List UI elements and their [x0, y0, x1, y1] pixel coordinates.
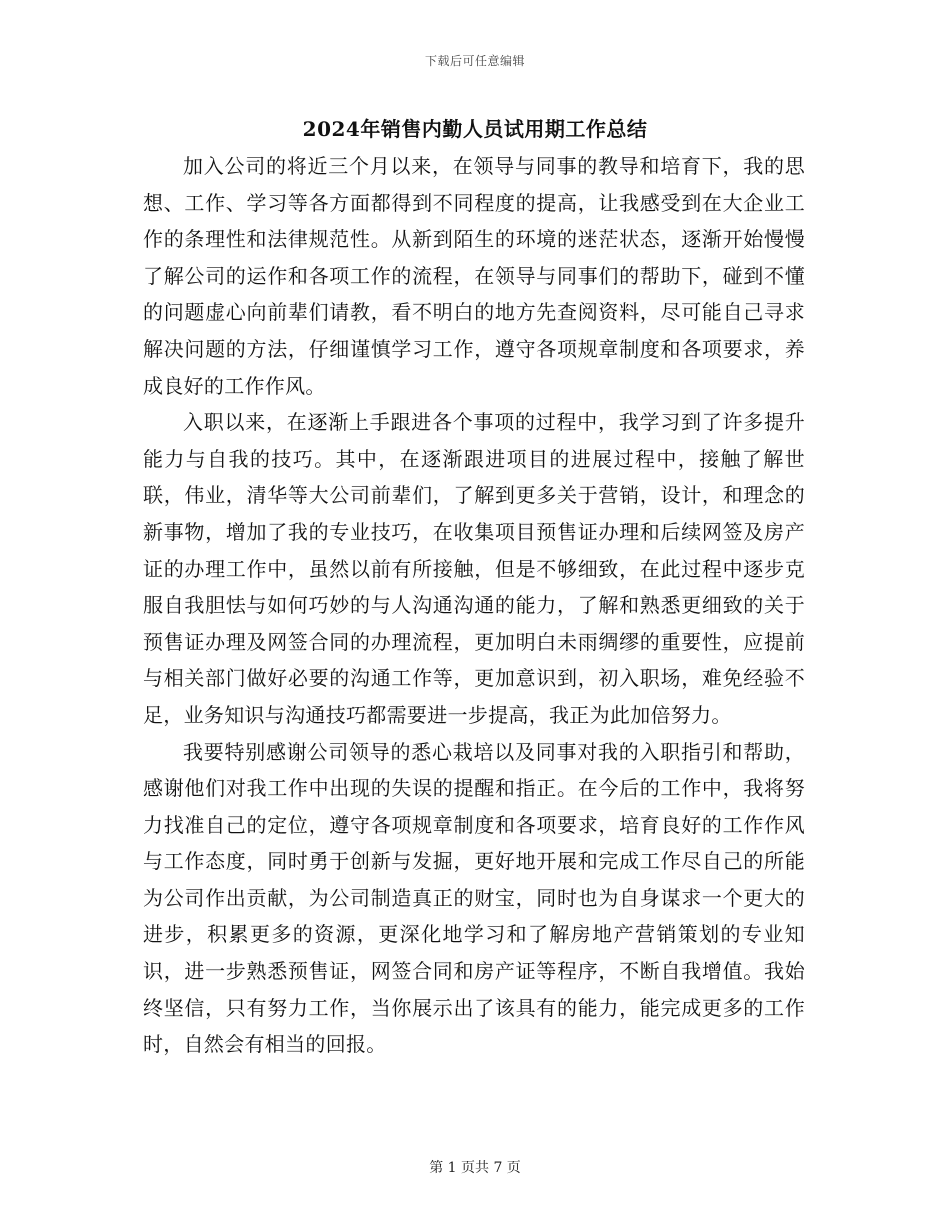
header-note: 下载后可任意编辑	[424, 54, 525, 68]
document-body	[143, 148, 805, 1063]
paragraph-3: 我要特别感谢公司领导的悉心栽培以及同事对我的入职指引和帮助，感谢他们对我工作中出现的失误的提醒和指正。在今后的工作中，我将努力找准自己的定位，遵守各项规章制度和各项要求，培育良好的工作作风与工作态度，同时勇于创新与发掘，更好地开展和完成工作尽自己的所能为公司作出贡献，为公司制造真正的财宝，同时也为自身谋求一个更大的进步，积累更多的资源，更深化地学习和了解房地产营销策划的专业知识，进一步熟悉预售证，网签合同和房产证等程序，不断自我增值。我始终坚信，只有努力工作，当你展示出了该具有的能力，能完成更多的工作时，自然会有相当的回报。	[143, 739, 805, 1057]
page-number: 第 1 页共 7 页	[429, 1160, 521, 1176]
paragraph-2: 入职以来，在逐渐上手跟进各个事项的过程中，我学习到了许多提升能力与自我的技巧。其中，在逐渐跟进项目的进展过程中，接触了解世联，伟业，清华等大公司前辈们，了解到更多关于营销，设计，和理念的新事物，增加了我的专业技巧，在收集项目预售证办理和后续网签及房产证的办理工作中，虽然以前有所接触，但是不够细致，在此过程中逐步克服自我胆怯与如何巧妙的与人沟通沟通的能力，了解和熟悉更细致的关于预售证办理及网签合同的办理流程，更加明白未雨绸缪的重要性，应提前与相关部门做好必要的沟通工作等，更加意识到，初入职场，难免经验不足，业务知识与沟通技巧都需要进一步提高，我正为此加倍努力。	[143, 410, 805, 727]
document-title: 2024年销售内勤人员试用期工作总结	[302, 117, 648, 141]
paragraph-1: 加入公司的将近三个月以来，在领导与同事的教导和培育下，我的思想、工作、学习等各方面都得到不同程度的提高，让我感受到在大企业工作的条理性和法律规范性。从新到陌生的环境的迷茫状态，逐渐开始慢慢了解公司的运作和各项工作的流程，在领导与同事们的帮助下，碰到不懂的问题虚心向前辈们请教，看不明白的地方先查阅资料，尽可能自己寻求解决问题的方法，仔细谨慎学习工作，遵守各项规章制度和各项要求，养成良好的工作作风。	[143, 154, 805, 398]
